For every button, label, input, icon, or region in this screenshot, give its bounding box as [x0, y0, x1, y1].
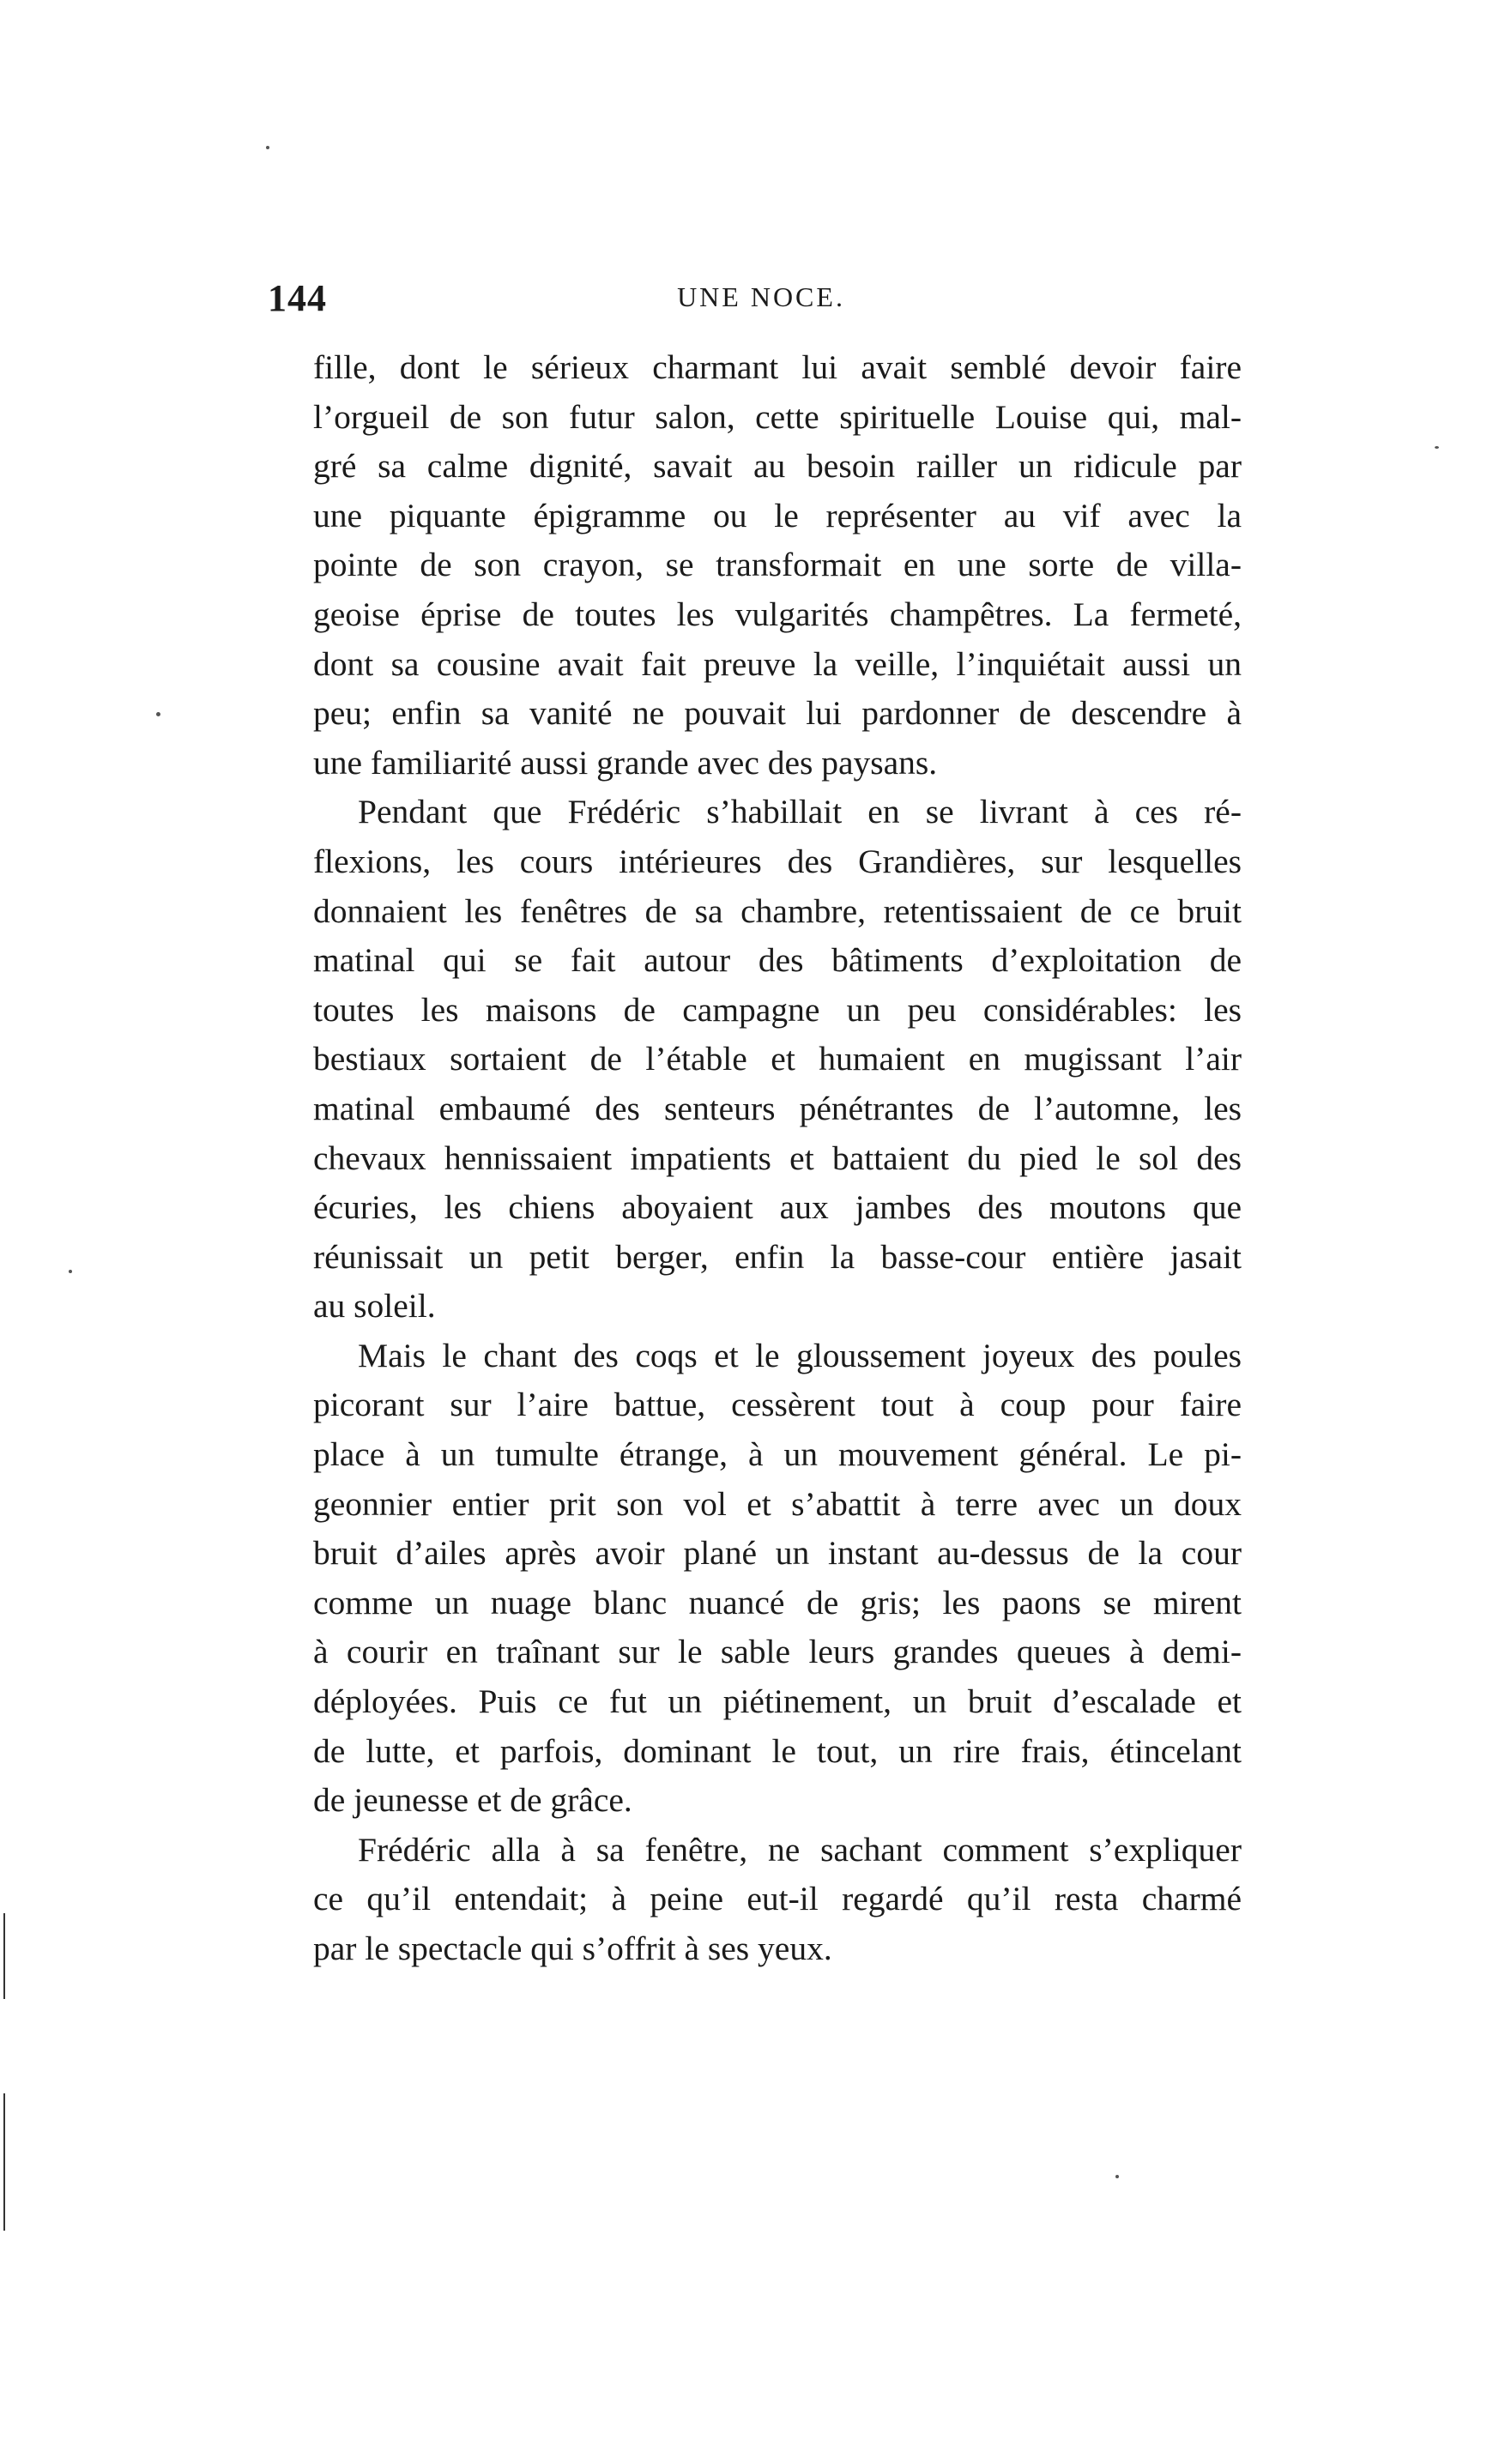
running-title: UNE NOCE.	[677, 281, 845, 312]
text-line: déployées. Puis ce fut un piétinement, un bruit d’escalade et	[313, 1682, 1242, 1721]
text-line: l’orgueil de son futur salon, cette spirituelle Louise qui, mal-	[313, 397, 1242, 436]
text-line: de lutte, et parfois, dominant le tout, un rire frais, étincelant	[313, 1731, 1242, 1770]
text-line: une piquante épigramme ou le représenter au vif avec la	[313, 496, 1242, 534]
text-line: flexions, les cours intérieures des Grandières, sur lesquelles	[313, 842, 1242, 880]
text-line: donnaient les fenêtres de sa chambre, retentissaient de ce bruit	[313, 891, 1242, 930]
scan-speck	[1115, 2175, 1119, 2178]
text-line: bruit d’ailes après avoir plané un instant au-dessus de la cour	[313, 1534, 1242, 1573]
text-line: pointe de son crayon, se transformait en une sorte de villa-	[313, 546, 1242, 584]
text-line: à courir en traînant sur le sable leurs grandes queues à demi-	[313, 1633, 1242, 1671]
text-line: Mais le chant des coqs et le gloussement joyeux des poules	[358, 1336, 1242, 1374]
text-line: bestiaux sortaient de l’étable et humaient en mugissant l’air	[313, 1040, 1242, 1078]
text-line: peu; enfin sa vanité ne pouvait lui pardonner de descendre à	[313, 694, 1242, 733]
text-line: fille, dont le sérieux charmant lui avait semblé devoir faire	[313, 348, 1242, 386]
page-number: 144	[268, 277, 327, 319]
text-line: écuries, les chiens aboyaient aux jambes des moutons que	[313, 1188, 1242, 1227]
text-line: geonnier entier prit son vol et s’abattit à terre avec un doux	[313, 1484, 1242, 1523]
text-line: geoise éprise de toutes les vulgarités champêtres. La fermeté,	[313, 595, 1242, 633]
scan-speck	[69, 1270, 72, 1273]
running-head	[268, 276, 1254, 328]
text-line: toutes les maisons de campagne un peu considérables: les	[313, 990, 1242, 1029]
text-line: chevaux hennissaient impatients et battaient du pied le sol des	[313, 1138, 1242, 1177]
text-line: place à un tumulte étrange, à un mouvement général. Le pi-	[313, 1435, 1242, 1474]
scan-speck	[156, 712, 160, 716]
text-line: dont sa cousine avait fait preuve la veille, l’inquiétait aussi un	[313, 644, 1242, 683]
text-line: Pendant que Frédéric s’habillait en se livrant à ces ré-	[358, 793, 1242, 831]
scan-speck	[1435, 446, 1439, 449]
text-line: Frédéric alla à sa fenêtre, ne sachant comment s’expliquer	[358, 1830, 1242, 1869]
scan-speck	[266, 146, 269, 149]
text-line: au soleil.	[313, 1287, 436, 1326]
scan-edge-mark	[3, 1913, 5, 1999]
text-line: ce qu’il entendait; à peine eut-il regardé qu’il resta charmé	[313, 1880, 1242, 1918]
scan-edge-mark	[3, 2093, 5, 2231]
text-line: réunissait un petit berger, enfin la basse-cour entière jasait	[313, 1237, 1242, 1276]
text-line: de jeunesse et de grâce.	[313, 1781, 632, 1820]
text-line: comme un nuage blanc nuancé de gris; les paons se mirent	[313, 1583, 1242, 1622]
text-line: par le spectacle qui s’offrit à ses yeux.	[313, 1930, 832, 1967]
body-text	[313, 343, 1242, 1974]
text-line: une familiarité aussi grande avec des paysans.	[313, 743, 938, 782]
text-line: matinal embaumé des senteurs pénétrantes de l’automne, les	[313, 1089, 1242, 1127]
text-line: gré sa calme dignité, savait au besoin railler un ridicule par	[313, 447, 1242, 486]
text-line: matinal qui se fait autour des bâtiments d’exploitation de	[313, 941, 1242, 980]
text-line: picorant sur l’aire battue, cessèrent tout à coup pour faire	[313, 1386, 1242, 1424]
